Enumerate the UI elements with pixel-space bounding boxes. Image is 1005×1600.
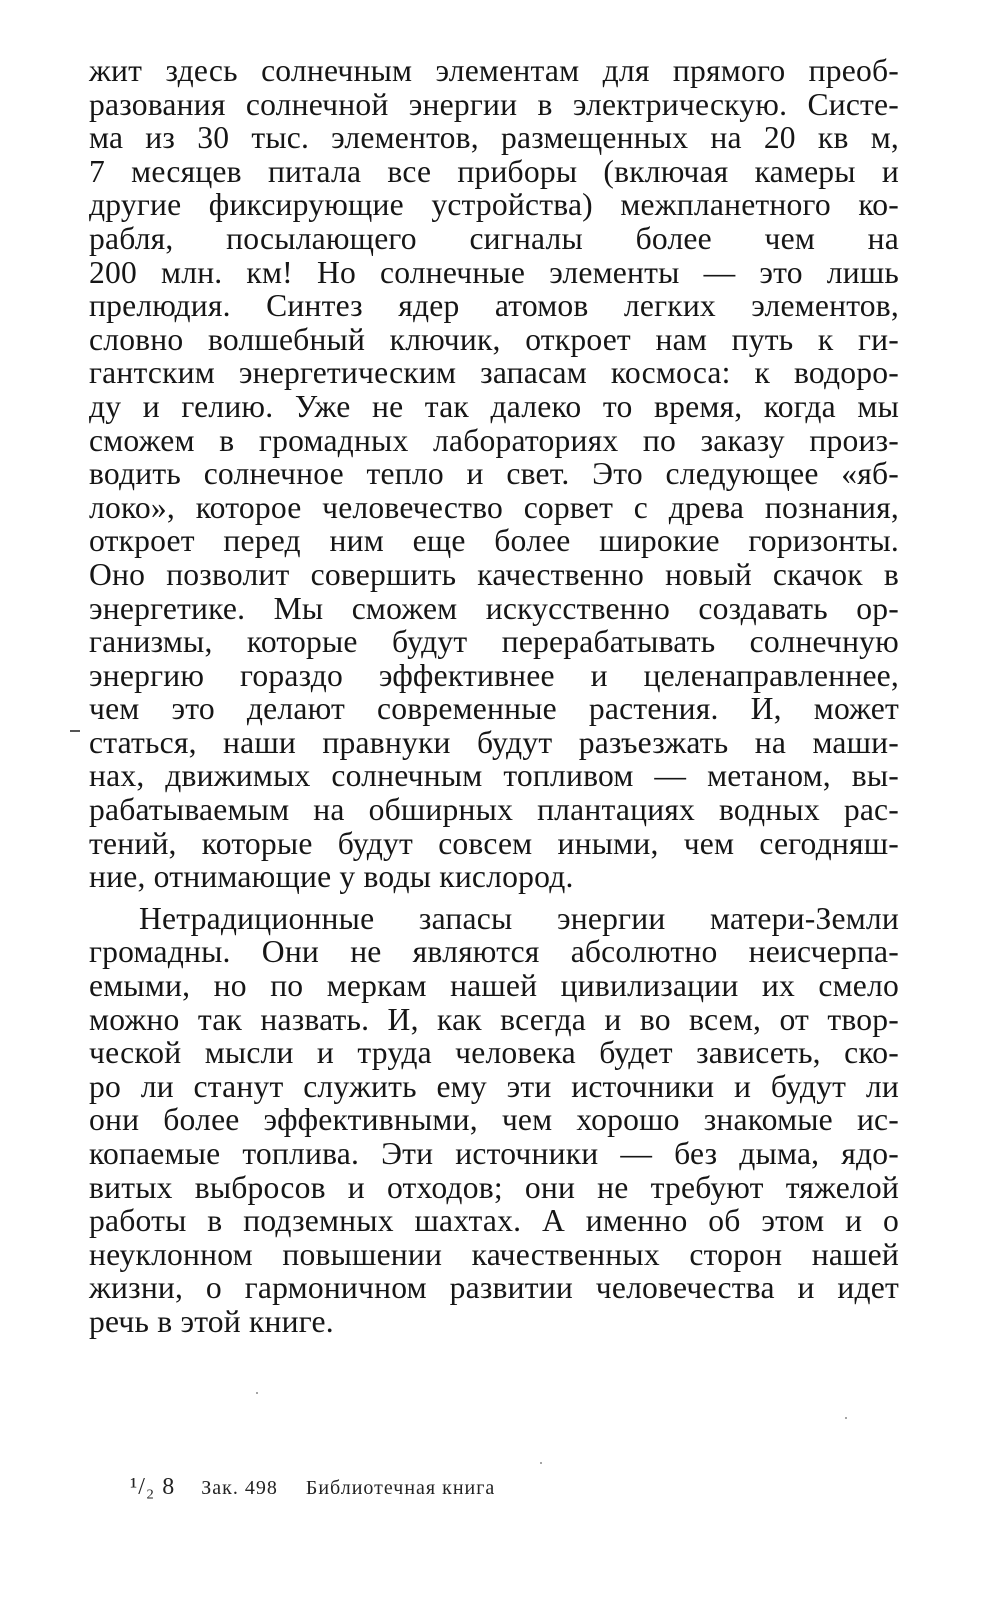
text-line: энергию гораздо эффективнее и целенаправленнее, <box>89 657 899 693</box>
text-line: статься, наши правнуки будут разъезжать на маши- <box>89 724 899 760</box>
text-line: Оно позволит совершить качественно новый скачок в <box>89 556 899 592</box>
signature-mark: ¹/₂ 8 <box>130 1474 176 1500</box>
text-line: чем это делают современные растения. И, может <box>89 691 899 727</box>
text-line: жит здесь солнечным элементам для прямого преоб- <box>89 53 899 88</box>
text-line: локо», которое человечество сорвет с древа познания, <box>89 489 899 525</box>
text-line: ма из 30 тыс. элементов, размещенных на 20 кв м, <box>89 120 899 156</box>
print-speck <box>540 1462 542 1464</box>
text-line: нах, движимых солнечным топливом — метаном, вы- <box>89 758 899 794</box>
text-line: громадны. Они не являются абсолютно неисчерпа- <box>89 934 899 970</box>
text-line: разования солнечной энергии в электрическую. Систе- <box>89 86 899 122</box>
text-line: сможем в громадных лабораториях по заказу произ- <box>89 422 899 458</box>
order-number: Зак. 498 <box>201 1477 278 1499</box>
text-line: водить солнечное тепло и свет. Это следующее «яб- <box>89 456 899 492</box>
paragraph-1 <box>89 54 899 894</box>
text-line: рабля, посылающего сигналы более чем на <box>89 220 899 256</box>
text-line: ду и гелию. Уже не так далеко то время, когда мы <box>89 388 899 424</box>
text-line: витых выбросов и отходов; они не требуют тяжелой <box>89 1169 899 1205</box>
print-speck <box>845 1417 847 1419</box>
text-line: емыми, но по меркам нашей цивилизации их смело <box>89 968 899 1004</box>
text-line: ние, отнимающие у воды кислород. <box>89 859 574 895</box>
body-text <box>89 54 899 1339</box>
text-line: ческой мысли и труда человека будет зависеть, ско- <box>89 1035 899 1071</box>
text-line: жизни, о гармоничном развитии человечества и идет <box>89 1270 899 1306</box>
text-line: речь в этой книге. <box>89 1303 334 1339</box>
text-line: тений, которые будут совсем иными, чем сегодняш- <box>89 825 899 861</box>
text-line: прелюдия. Синтез ядер атомов легких элементов, <box>89 288 899 324</box>
text-line: 200 млн. км! Но солнечные элементы — это лишь <box>89 254 899 290</box>
text-line: работы в подземных шахтах. А именно об этом и о <box>89 1203 899 1239</box>
library-label: Библиотечная книга <box>305 1477 496 1499</box>
text-line: копаемые топлива. Эти источники — без дыма, ядо- <box>89 1136 899 1171</box>
text-line: 7 месяцев питала все приборы (включая камеры и <box>89 153 899 189</box>
print-speck <box>256 1392 258 1394</box>
paragraph-2 <box>89 902 899 1339</box>
text-line: рабатываемым на обширных плантациях водных рас- <box>89 792 899 828</box>
margin-mark <box>70 730 80 732</box>
text-line: ро ли станут служить ему эти источники и будут ли <box>89 1068 899 1104</box>
text-line: они более эффективными, чем хорошо знакомые ис- <box>89 1102 899 1138</box>
text-line: Нетрадиционные запасы энергии матери-Земли <box>139 900 899 936</box>
text-line: словно волшебный ключик, откроет нам путь к ги- <box>89 321 899 357</box>
text-line: энергетике. Мы сможем искусственно создавать ор- <box>89 590 899 626</box>
text-line: другие фиксирующие устройства) межпланетного ко- <box>89 187 899 223</box>
page-footer <box>130 1474 517 1501</box>
text-line: ганизмы, которые будут перерабатывать солнечную <box>89 624 899 660</box>
text-line: откроет перед ним еще более широкие горизонты. <box>89 523 899 559</box>
text-line: можно так назвать. И, как всегда и во всем, от твор- <box>89 1001 899 1037</box>
text-line: неуклонном повышении качественных сторон нашей <box>89 1236 899 1272</box>
text-line: гантским энергетическим запасам космоса: к водоро- <box>89 355 899 391</box>
